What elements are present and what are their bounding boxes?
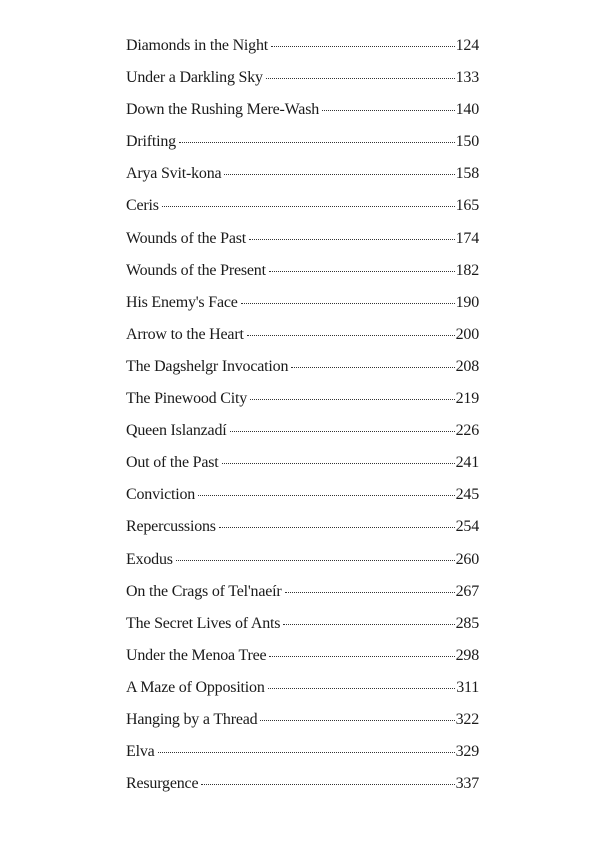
toc-entry — [126, 383, 479, 415]
page-number: 254 — [455, 518, 479, 536]
dot-leader — [198, 495, 454, 496]
toc-entry — [126, 672, 479, 704]
dot-leader — [179, 142, 455, 143]
toc-entry — [126, 415, 479, 447]
dot-leader — [322, 110, 455, 111]
page-number: 260 — [455, 550, 479, 568]
page-number: 267 — [455, 582, 479, 600]
page-number: 174 — [455, 229, 479, 247]
chapter-title: Wounds of the Past — [126, 229, 246, 247]
dot-leader — [241, 303, 455, 304]
toc-entry — [126, 223, 479, 255]
toc-entry — [126, 94, 479, 126]
dot-leader — [260, 720, 454, 721]
page-number: 140 — [455, 101, 479, 119]
chapter-title: Down the Rushing Mere-Wash — [126, 101, 320, 119]
dot-leader — [291, 367, 454, 368]
chapter-title: Drifting — [126, 133, 176, 151]
toc-entry — [126, 287, 479, 319]
toc-entry — [126, 351, 479, 383]
toc-entry — [126, 30, 479, 62]
page-number: 182 — [455, 261, 479, 279]
dot-leader — [285, 592, 455, 593]
toc-entry — [126, 126, 479, 158]
page-number: 133 — [455, 69, 479, 87]
page-number: 245 — [455, 486, 479, 504]
chapter-title: Hanging by a Thread — [126, 710, 258, 728]
toc-entry — [126, 576, 479, 608]
toc-entry — [126, 255, 479, 287]
dot-leader — [268, 688, 456, 689]
chapter-title: Arya Svit-kona — [126, 165, 222, 183]
dot-leader — [176, 560, 455, 561]
page-number: 165 — [455, 197, 479, 215]
dot-leader — [162, 206, 455, 207]
chapter-title: Queen Islanzadí — [126, 422, 227, 440]
toc-entry — [126, 640, 479, 672]
dot-leader — [201, 784, 454, 785]
dot-leader — [247, 335, 455, 336]
dot-leader — [283, 624, 454, 625]
chapter-title: Under a Darkling Sky — [126, 69, 263, 87]
chapter-title: Wounds of the Present — [126, 261, 266, 279]
chapter-title: His Enemy's Face — [126, 293, 238, 311]
dot-leader — [219, 527, 455, 528]
chapter-title: Conviction — [126, 486, 196, 504]
chapter-title: The Pinewood City — [126, 390, 248, 408]
page-number: 208 — [455, 357, 479, 375]
page-number: 311 — [456, 678, 479, 696]
dot-leader — [249, 239, 455, 240]
toc-entry — [126, 62, 479, 94]
dot-leader — [230, 431, 455, 432]
dot-leader — [250, 399, 455, 400]
toc-entry — [126, 447, 479, 479]
dot-leader — [271, 46, 455, 47]
chapter-title: Resurgence — [126, 775, 199, 793]
toc-entry — [126, 544, 479, 576]
page-number: 219 — [455, 390, 479, 408]
toc-entry — [126, 190, 479, 222]
page-number: 200 — [455, 325, 479, 343]
chapter-title: Out of the Past — [126, 454, 219, 472]
toc-entry — [126, 479, 479, 511]
table-of-contents — [126, 30, 479, 800]
toc-entry — [126, 608, 479, 640]
dot-leader — [222, 463, 455, 464]
dot-leader — [269, 271, 455, 272]
dot-leader — [266, 78, 455, 79]
page-number: 322 — [455, 710, 479, 728]
chapter-title: Arrow to the Heart — [126, 325, 244, 343]
toc-entry — [126, 768, 479, 800]
dot-leader — [158, 752, 455, 753]
chapter-title: A Maze of Opposition — [126, 678, 265, 696]
chapter-title: The Secret Lives of Ants — [126, 614, 281, 632]
page-number: 190 — [455, 293, 479, 311]
dot-leader — [269, 656, 454, 657]
toc-entry — [126, 319, 479, 351]
chapter-title: On the Crags of Tel'naeír — [126, 582, 282, 600]
page-number: 158 — [455, 165, 479, 183]
chapter-title: Elva — [126, 743, 155, 761]
toc-entry — [126, 511, 479, 543]
page-number: 150 — [455, 133, 479, 151]
page-number: 298 — [455, 646, 479, 664]
page-number: 124 — [455, 37, 479, 54]
dot-leader — [224, 174, 454, 175]
page-number: 337 — [455, 775, 479, 793]
chapter-title: Ceris — [126, 197, 159, 215]
toc-entry — [126, 736, 479, 768]
page-number: 226 — [455, 422, 479, 440]
toc-entry — [126, 704, 479, 736]
page-number: 285 — [455, 614, 479, 632]
chapter-title: Under the Menoa Tree — [126, 646, 267, 664]
chapter-title: The Dagshelgr Invocation — [126, 357, 289, 375]
toc-entry — [126, 158, 479, 190]
chapter-title: Diamonds in the Night — [126, 37, 269, 54]
page-number: 241 — [455, 454, 479, 472]
page-number: 329 — [455, 743, 479, 761]
chapter-title: Repercussions — [126, 518, 216, 536]
chapter-title: Exodus — [126, 550, 173, 568]
